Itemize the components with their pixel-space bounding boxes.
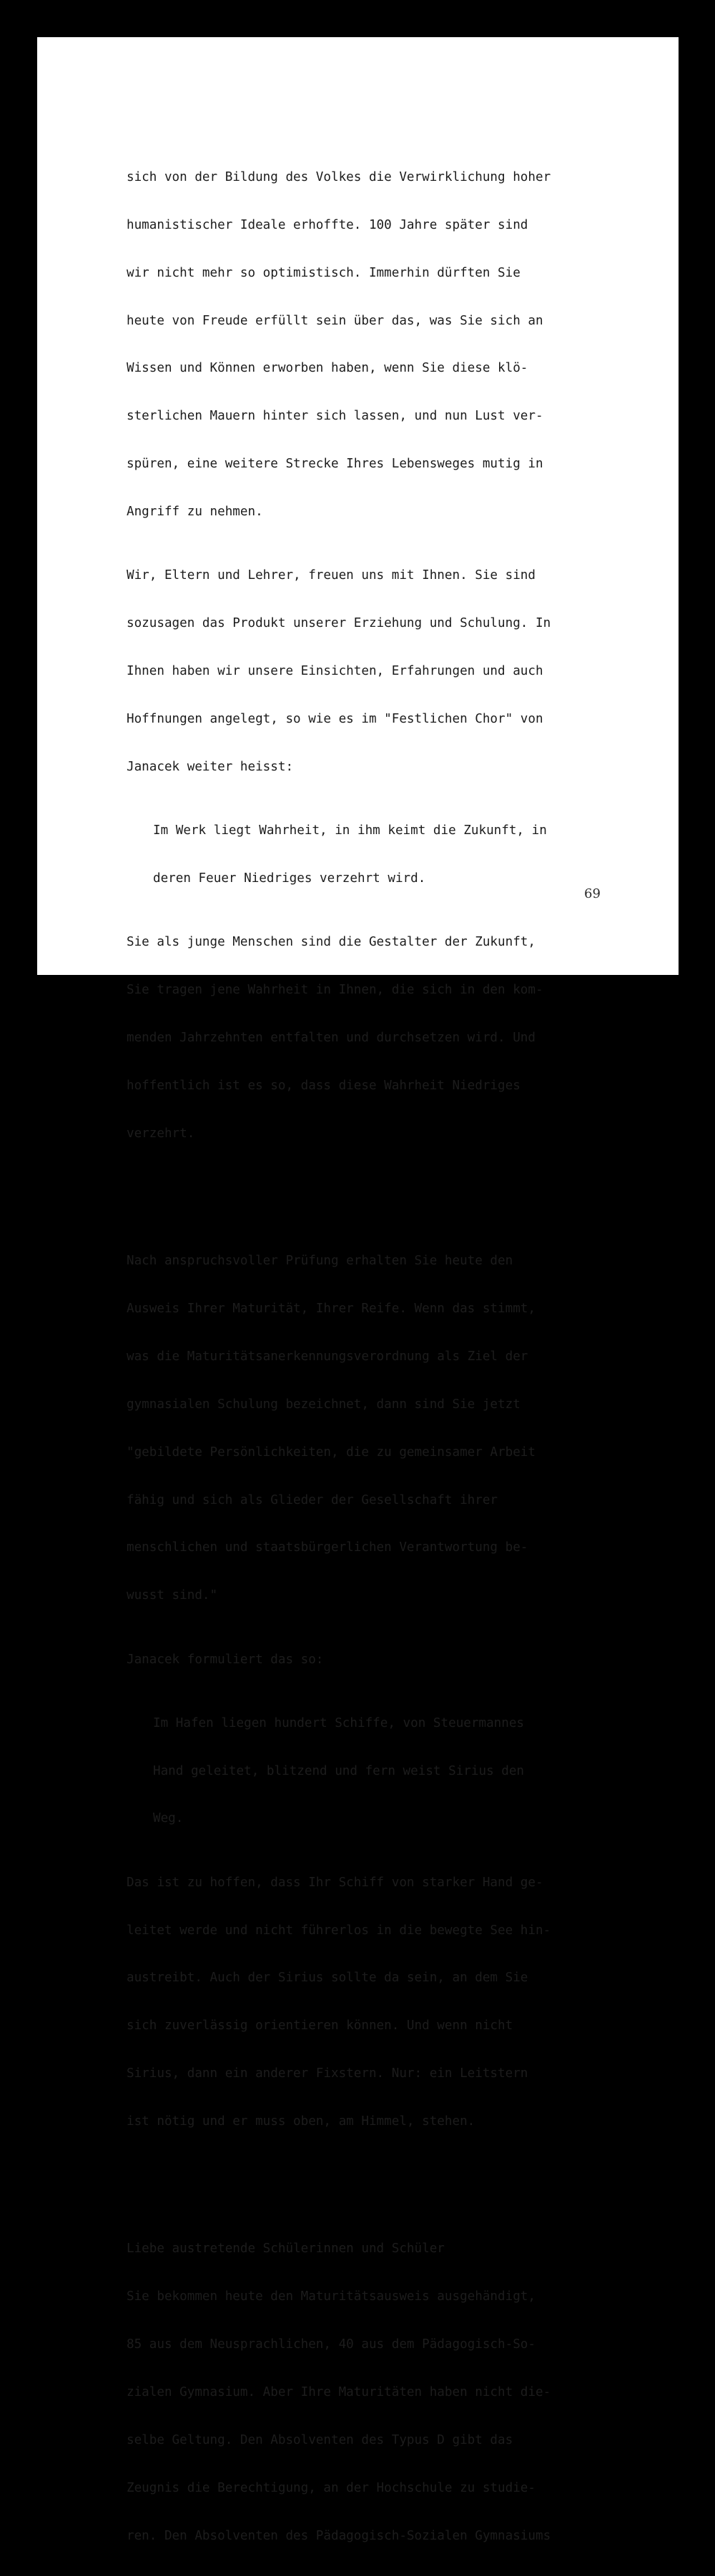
text-line: austreibt. Auch der Sirius sollte da sein, an dem Sie: [127, 1971, 528, 1986]
text-line: Angriff zu nehmen.: [127, 505, 263, 520]
text-line: zialen Gymnasium. Aber Ihre Maturitäten haben nicht die-: [127, 2385, 551, 2400]
page-number: 69: [584, 886, 601, 901]
text-line: humanistischer Ideale erhoffte. 100 Jahre später sind: [127, 217, 528, 232]
text-line: verzehrt.: [127, 1126, 195, 1141]
text-line: Sie als junge Menschen sind die Gestalter der Zukunft,: [127, 935, 536, 950]
text-line: leitet werde und nicht führerlos in die bewegte See hin-: [127, 1923, 551, 1938]
text-line: Wissen und Können erworben haben, wenn Sie diese klö-: [127, 361, 528, 376]
text-line: sich von der Bildung des Volkes die Verwirklichung hoher: [127, 169, 551, 184]
body-text: [127, 122, 641, 2576]
text-line: Sie bekommen heute den Maturitätsausweis ausgehändigt,: [127, 2289, 536, 2304]
text-line: "gebildete Persönlichkeiten, die zu gemeinsamer Arbeit: [127, 1445, 536, 1460]
paragraph-gap: [127, 1189, 641, 1205]
text-line: wusst sind.": [127, 1588, 218, 1603]
quote-line: Im Hafen liegen hundert Schiffe, von Steuermannes: [153, 1715, 525, 1730]
text-line: Liebe austretende Schülerinnen und Schüler: [127, 2241, 445, 2257]
text-line: Janacek weiter heisst:: [127, 759, 294, 774]
text-line: 85 aus dem Neusprachlichen, 40 aus dem Pädagogisch-So-: [127, 2337, 536, 2352]
text-line: Zeugnis die Berechtigung, an der Hochschule zu studie-: [127, 2480, 536, 2495]
text-line: Wir, Eltern und Lehrer, freuen uns mit Ihnen. Sie sind: [127, 568, 536, 583]
text-line: ist nötig und er muss oben, am Himmel, stehen.: [127, 2114, 475, 2129]
text-line: Janacek formuliert das so:: [127, 1652, 324, 1667]
document-page: [37, 37, 679, 2543]
text-line: sozusagen das Produkt unserer Erziehung und Schulung. In: [127, 616, 551, 631]
text-line: gymnasialen Schulung bezeichnet, dann sind Sie jetzt: [127, 1397, 521, 1412]
text-line: ren. Den Absolventen des Pädagogisch-Sozialen Gymnasiums: [127, 2528, 551, 2543]
text-line: Ihnen haben wir unsere Einsichten, Erfahrungen und auch: [127, 664, 543, 679]
text-line: wir nicht mehr so optimistisch. Immerhin dürften Sie: [127, 265, 521, 280]
text-line: Nach anspruchsvoller Prüfung erhalten Sie heute den: [127, 1254, 513, 1269]
text-line: Ausweis Ihrer Maturität, Ihrer Reife. Wenn das stimmt,: [127, 1301, 536, 1316]
quote-line: Weg.: [153, 1811, 184, 1826]
text-line: fähig und sich als Glieder der Gesellschaft ihrer: [127, 1492, 498, 1507]
text-line: heute von Freude erfüllt sein über das, was Sie sich an: [127, 313, 543, 328]
text-line: hoffentlich ist es so, dass diese Wahrheit Niedriges: [127, 1078, 521, 1093]
text-line: menden Jahrzehnten entfalten und durchsetzen wird. Und: [127, 1030, 536, 1045]
text-line: Das ist zu hoffen, dass Ihr Schiff von starker Hand ge-: [127, 1875, 543, 1890]
text-line: sich zuverlässig orientieren können. Und wenn nicht: [127, 2018, 513, 2033]
quote-line: deren Feuer Niedriges verzehrt wird.: [153, 871, 426, 886]
text-line: Sie tragen jene Wahrheit in Ihnen, die sich in den kom-: [127, 983, 543, 998]
text-line: sterlichen Mauern hinter sich lassen, und nun Lust ver-: [127, 409, 543, 424]
text-line: selbe Geltung. Den Absolventen des Typus D gibt das: [127, 2433, 513, 2448]
text-line: was die Maturitätsanerkennungsverordnung als Ziel der: [127, 1349, 528, 1364]
text-line: Sirius, dann ein anderer Fixstern. Nur: ein Leitstern: [127, 2066, 528, 2081]
quote-line: Hand geleitet, blitzend und fern weist Sirius den: [153, 1763, 525, 1778]
text-line: spüren, eine weitere Strecke Ihres Lebensweges mutig in: [127, 457, 543, 472]
text-line: menschlichen und staatsbürgerlichen Verantwortung be-: [127, 1540, 528, 1555]
quote-line: Im Werk liegt Wahrheit, in ihm keimt die Zukunft, in: [153, 823, 547, 838]
paragraph-gap: [127, 2177, 641, 2193]
text-line: Hoffnungen angelegt, so wie es im "Festlichen Chor" von: [127, 711, 543, 726]
